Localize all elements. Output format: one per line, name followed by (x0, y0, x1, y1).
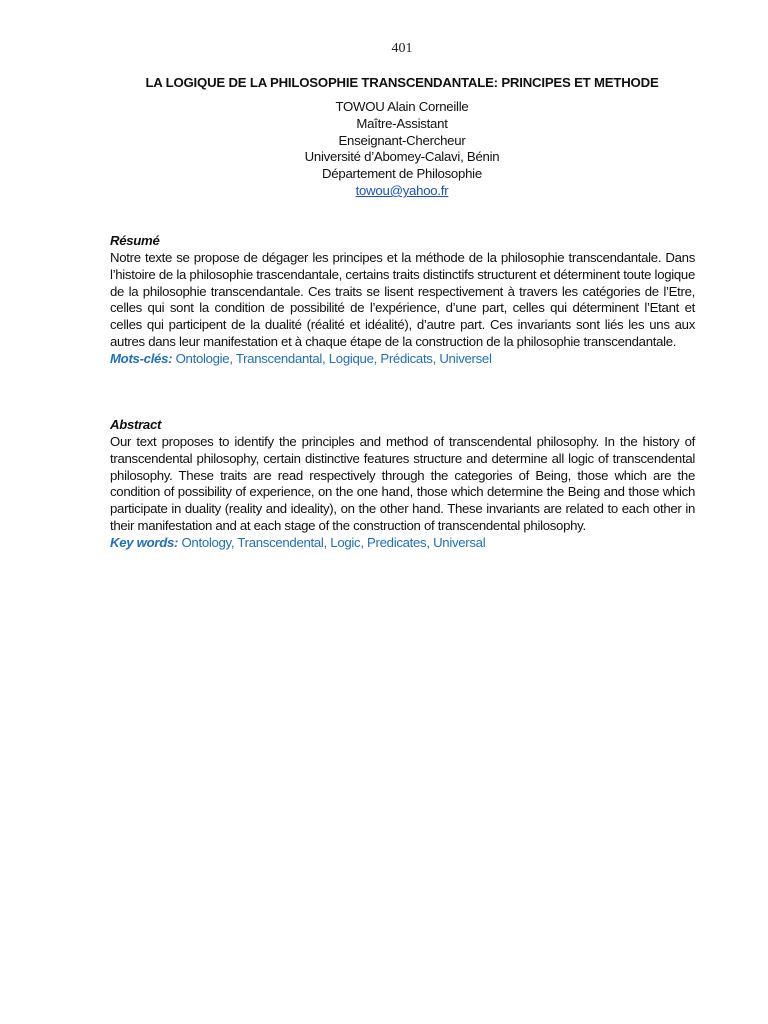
abstract-body: Our text proposes to identify the principles and method of transcendental philosophy. In the history of transcendental philosophy, certain distinctive features structure and determine all logic of transcendental philosophy. These traits are read respectively through the categories of Being, those which are the condition of possibility of experience, on the one hand, those which determine the Being and those which participate in duality (reality and ideality), on the other hand. These invariants are related to each other in their manifestation and at each stage of the construction of transcendental philosophy. (110, 433, 695, 534)
resume-heading: Résumé (110, 233, 160, 248)
paper-title: LA LOGIQUE DE LA PHILOSOPHIE TRANSCENDANTALE: PRINCIPES ET METHODE (145, 75, 659, 90)
abstract-keywords-separator: : (174, 534, 179, 550)
resume-keywords-list: Ontologie, Transcendantal, Logique, Prédicats, Universel (172, 350, 492, 366)
author-department: Département de Philosophie (322, 166, 482, 182)
resume-keywords-separator: : (168, 350, 173, 366)
author-email-link[interactable]: towou@yahoo.fr (355, 182, 449, 198)
abstract-keywords-label: Key words (110, 534, 174, 550)
resume-section (110, 233, 695, 368)
abstract-keywords-list: Ontology, Transcendental, Logic, Predicates, Universal (178, 534, 486, 550)
abstract-keywords (110, 535, 695, 552)
resume-body: Notre texte se propose de dégager les principes et la méthode de la philosophie transcendantale. Dans l’histoire de la philosophie trascendantale, certains traits distinctifs structurent et déterminent toute logique de la philosophie transcendantale. Ces traits se lisent respectivement à travers les catégories de l’Etre, celles qui sont la condition de possibilité de l’expérience, d’une part, celles qui déterminent l’Etant et celles qui participent de la dualité (réalité et idéalité), d’autre part. Ces invariants sont liés les uns aux autres dans leur manifestation et à chaque étape de la construction de la philosophie transcendantale. (110, 249, 695, 350)
abstract-section (110, 417, 695, 552)
author-block (100, 99, 704, 200)
author-name: TOWOU Alain Corneille (335, 99, 469, 114)
author-role: Enseignant-Chercheur (338, 132, 466, 148)
resume-keywords-label: Mots-clés (110, 350, 169, 366)
author-rank: Maître-Assistant (356, 115, 448, 131)
resume-keywords (110, 351, 695, 368)
author-university: Université d’Abomey-Calavi, Bénin (304, 149, 500, 165)
page-number: 401 (391, 41, 413, 56)
abstract-heading: Abstract (110, 417, 162, 432)
